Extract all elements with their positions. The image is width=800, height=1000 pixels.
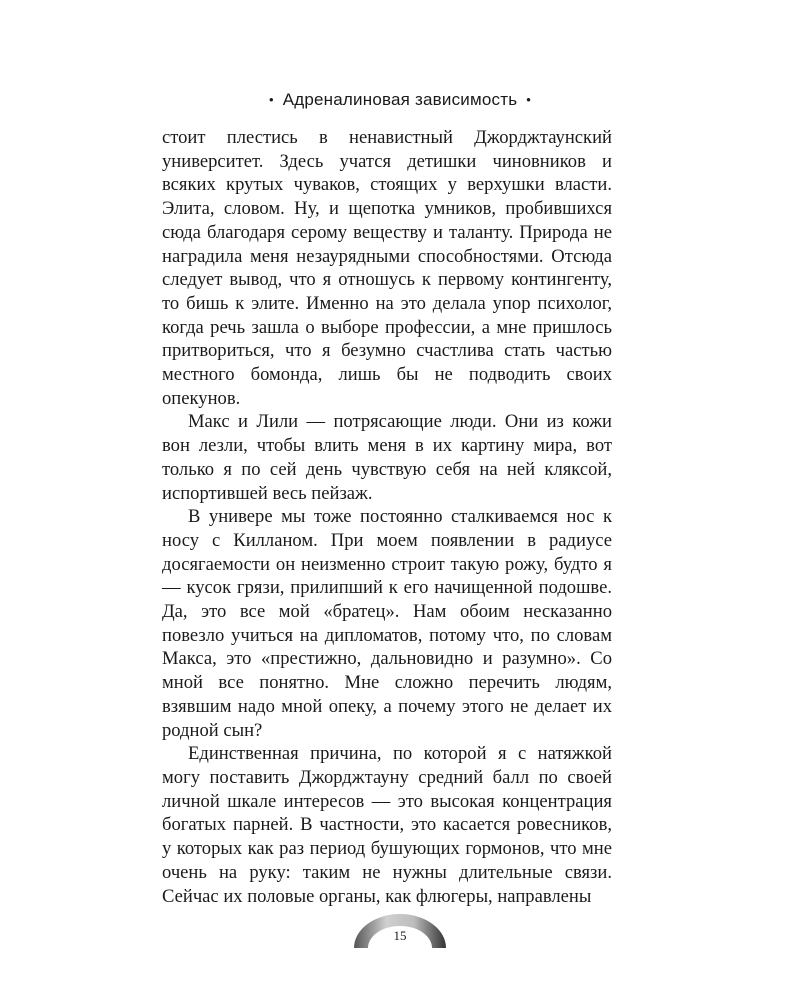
header-bullet-left: • bbox=[269, 92, 274, 107]
chapter-title: Адреналиновая зависимость bbox=[282, 90, 518, 109]
page-body bbox=[162, 126, 612, 908]
page-folio bbox=[340, 910, 460, 950]
header-bullet-right: • bbox=[526, 92, 531, 107]
paragraph-1: стоит плестись в ненавистный Джорджтаунский университет. Здесь учатся детишки чиновников и всяких крутых чуваков, стоящих у верхушки власти. Элита, словом. Ну, и щепотка умников, пробившихся сюда благодаря серому веществу и таланту. Природа не наградила меня незаурядными способностями. Отсюда следует вывод, что я отношусь к первому контингенту, то бишь к элите. Именно на это делала упор психолог, когда речь зашла о выборе профессии, а мне пришлось притвориться, что я безумно счастлива стать частью местного бомонда, лишь бы не подводить своих опекунов. bbox=[162, 127, 612, 409]
paragraph-4: Единственная причина, по которой я с натяжкой могу поставить Джорджтауну средний балл по своей личной шкале интересов — это высокая концентрация богатых парней. В частности, это касается ровесников, у которых как раз период бушующих гормонов, что мне очень на руку: таким не нужны длительные связи. Сейчас их половые органы, как флюгеры, направлены bbox=[162, 743, 612, 907]
paragraph-2: Макс и Лили — потрясающие люди. Они из кожи вон лезли, чтобы влить меня в их картину мира, вот только я по сей день чувствую себя на ней кляксой, испортившей весь пейзаж. bbox=[162, 411, 612, 504]
paragraph-3: В универе мы тоже постоянно сталкиваемся нос к носу с Килланом. При моем появлении в радиусе досягаемости он неизменно строит такую рожу, будто я — кусок грязи, прилипший к его начищенной подошве. Да, это все мой «братец». Нам обоим несказанно повезло учиться на дипломатов, потому что, по словам Макса, это «престижно, дальновидно и разумно». Со мной все понятно. Мне сложно перечить людям, взявшим надо мной опеку, а почему этого не делает их родной сын? bbox=[162, 506, 612, 741]
page-number: 15 bbox=[393, 928, 407, 943]
running-header bbox=[0, 90, 800, 110]
